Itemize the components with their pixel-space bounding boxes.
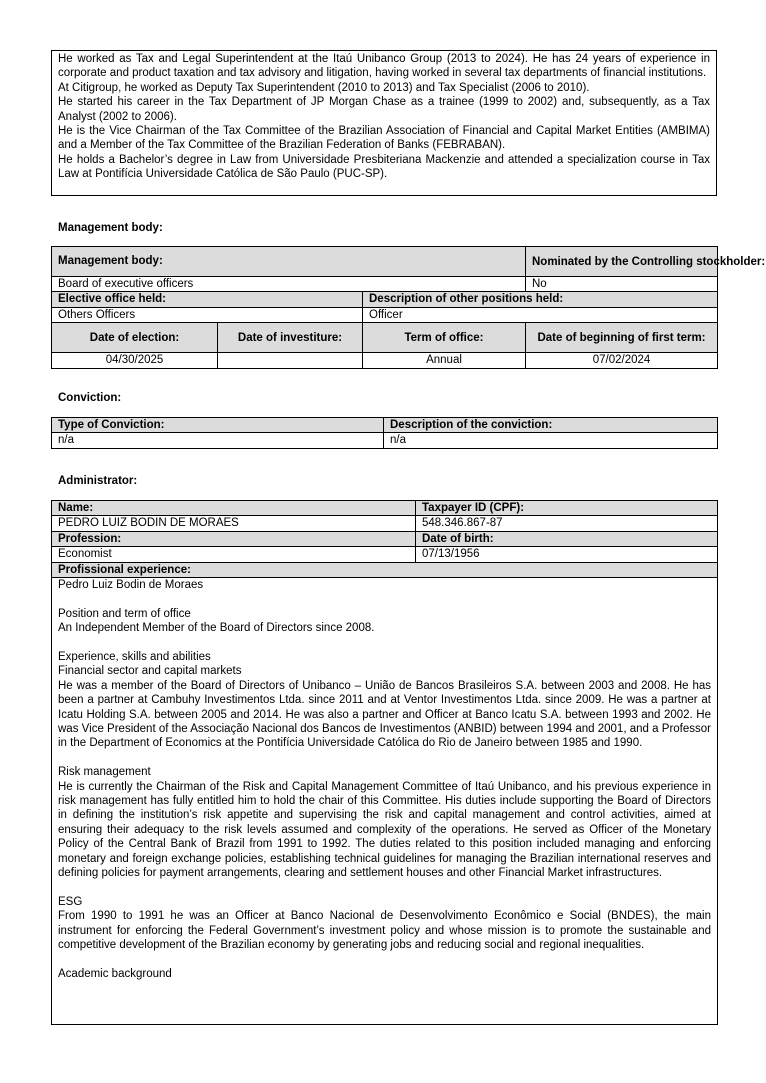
skills-heading: Experience, skills and abilities (58, 651, 211, 664)
management-section-title: Management body: (58, 222, 163, 234)
administrator-section-title: Administrator: (58, 475, 138, 487)
cpf-header: Taxpayer ID (CPF): (416, 501, 718, 516)
name-value: PEDRO LUIZ BODIN DE MORAES (52, 516, 416, 531)
management-body-value: Board of executive officers (52, 277, 526, 292)
bio-paragraph: At Citigroup, he worked as Deputy Tax Superintendent (2010 to 2013) and Tax Specialist (2006 to 2010). (58, 81, 590, 94)
birth-date-value: 07/13/1956 (416, 547, 718, 562)
elective-office-value: Others Officers (52, 307, 363, 322)
term-value: Annual (363, 353, 526, 368)
conviction-description-value: n/a (384, 433, 718, 448)
conviction-section-title: Conviction: (58, 392, 122, 404)
conviction-description-header: Description of the conviction: (384, 418, 718, 433)
election-date-header: Date of election: (52, 323, 218, 353)
risk-text: He is currently the Chairman of the Risk and Capital Management Committee of Itaú Unibanco, and his previous experience in risk management has fully entitled him to hold the chair of this Committee. His duties include supporting the Board of Directors in defining the institution’s risk appetite and supervising the risk and capital management and control activities, aimed at ensuring their adequacy to the risk levels assumed and complexity of the operations. He served as Officer of the Monetary Policy of the Central Bank of Brazil from 1991 to 1992. The duties related to this position included managing and enforcing monetary and foreign exchange policies, establishing technical guidelines for managing the Brazilian international reserves and defining policies for payment arrangements, clearing and settlement houses and other Financial Market infrastructures. (58, 780, 711, 880)
financial-heading: Financial sector and capital markets (58, 665, 242, 678)
cpf-value: 548.346.867-87 (416, 516, 718, 531)
conviction-type-value: n/a (52, 433, 384, 448)
bio-paragraph: He worked as Tax and Legal Superintendent at the Itaú Unibanco Group (2013 to 2024). He has 24 years of experience in corporate and product taxation and tax advisory and litigation, having worked in several tax departments of financial institutions. (58, 53, 710, 80)
election-date-value: 04/30/2025 (52, 353, 218, 368)
investiture-date-header: Date of investiture: (218, 323, 363, 353)
experience-header: Profissional experience: (52, 562, 718, 577)
conviction-table (51, 417, 718, 449)
position-heading: Position and term of office (58, 607, 191, 620)
management-table (51, 246, 766, 369)
nominated-value: No (526, 277, 718, 292)
elective-office-header: Elective office held: (52, 292, 363, 307)
profession-value: Economist (52, 547, 416, 562)
management-body-header: Management body: (52, 247, 526, 277)
esg-text: From 1990 to 1991 he was an Officer at Banco Nacional de Desenvolvimento Econômico e Social (BNDES), the main instrument for enforcing the Federal Government’s investment policy and whose mission is to promote the sustainable and competitive development of the Brazilian economy by generating jobs and reducing social and regional inequalities. (58, 910, 711, 952)
first-term-value: 07/02/2024 (526, 353, 718, 368)
name-header: Name: (52, 501, 416, 516)
other-positions-value: Officer (363, 307, 718, 322)
first-term-header: Date of beginning of first term: (526, 323, 718, 353)
conviction-type-header: Type of Conviction: (52, 418, 384, 433)
bio-paragraph: He is the Vice Chairman of the Tax Committee of the Brazilian Association of Financial and Capital Market Entities (AMBIMA) and a Member of the Tax Committee of the Brazilian Federation of Banks (FEBRABAN). (58, 125, 710, 152)
birth-date-header: Date of birth: (416, 531, 718, 546)
experience-content (52, 578, 718, 1025)
term-header: Term of office: (363, 323, 526, 353)
academic-heading: Academic background (58, 967, 172, 980)
bio-paragraph: He started his career in the Tax Department of JP Morgan Chase as a trainee (1999 to 2002) and, subsequently, as a Tax Analyst (2002 to 2006). (58, 96, 710, 123)
previous-bio-box (51, 50, 717, 196)
nominated-header: Nominated by the Controlling stockholder: (526, 247, 718, 277)
experience-name-line: Pedro Luiz Bodin de Moraes (58, 579, 204, 592)
position-text: An Independent Member of the Board of Directors since 2008. (58, 622, 375, 635)
financial-text: He was a member of the Board of Directors of Unibanco – União de Bancos Brasileiros S.A. between 2003 and 2008. He has been a partner at Cambuhy Investimentos Ltda. since 2011 and at Ventor Investimentos Ltda. since 2009. He was a partner at Icatu Holding S.A. between 2005 and 2014. He was also a partner and Officer at Banco Icatu S.A. between 1993 and 2002. He was Vice President of the Associação Nacional dos Bancos de Investimentos (ANBID) between 1994 and 2001, and a Professor in the Department of Economics at the Pontifícia Universidade Católica do Rio de Janeiro between 1985 and 1990. (58, 679, 711, 750)
investiture-date-value (218, 353, 363, 368)
bio-paragraph: He holds a Bachelor’s degree in Law from Universidade Presbiteriana Mackenzie and attended a specialization course in Tax Law at Pontifícia Universidade Católica de São Paulo (PUC-SP). (58, 153, 710, 181)
other-positions-header: Description of other positions held: (363, 292, 718, 307)
administrator-table (51, 500, 718, 1025)
risk-heading: Risk management (58, 766, 151, 779)
esg-heading: ESG (58, 895, 83, 908)
profession-header: Profession: (52, 531, 416, 546)
